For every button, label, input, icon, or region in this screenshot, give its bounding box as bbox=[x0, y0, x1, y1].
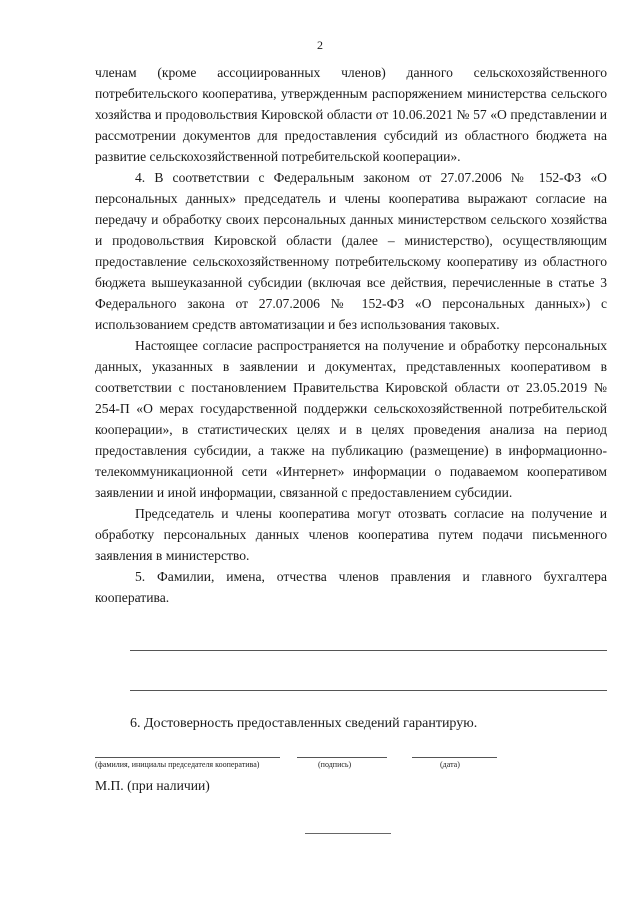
paragraph-consent-scope: Настоящее согласие распространяется на получение и обработку персональных данных, указанных в заявлении и документах, представленных кооперативом в соответствии с постановлением Правительства Кировской области от 23.05.2019 № 254-П «О мерах государственной поддержки сельскохозяйственной потребительской кооперации», в статистических целях и в целях проведения анализа на период предоставления субсидии, а также на публикацию (размещение) в информационно-телекоммуникационной сети «Интернет» информации о подаваемом кооперативом заявлении и иной информации, связанной с предоставлением субсидии. bbox=[95, 338, 607, 500]
signature-caption: (подпись) bbox=[318, 760, 352, 769]
signature-block bbox=[0, 757, 640, 777]
signature-line bbox=[297, 757, 387, 758]
paragraph-consent-withdrawal: Председатель и члены кооператива могут отозвать согласие на получение и обработку персональных данных членов кооператива путем подачи письменного заявления в министерство. bbox=[95, 506, 607, 563]
name-caption: (фамилия, инициалы председателя кооператива) bbox=[95, 760, 260, 769]
paragraph-item-6: 6. Достоверность предоставленных сведений гарантирую. bbox=[130, 716, 478, 731]
paragraph-item-5: 5. Фамилии, имена, отчества членов правления и главного бухгалтера кооператива. bbox=[95, 569, 607, 605]
date-line bbox=[412, 757, 497, 758]
end-divider bbox=[305, 833, 391, 834]
page-number: 2 bbox=[317, 38, 323, 52]
paragraph-item-4: 4. В соответствии с Федеральным законом от 27.07.2006 № 152-ФЗ «О персональных данных» председатель и члены кооператива выражают согласие на передачу и обработку своих персональных данных министерством сельского хозяйства и продовольствия Кировской области (далее – министерство), осуществляющим предоставление сельскохозяйственному потребительскому кооперативу из областного бюджета вышеуказанной субсидии (включая все действия, перечисленные в статье 3 Федерального закона от 27.07.2006 № 152-ФЗ «О персональных данных») с использованием средств автоматизации и без использования таковых. bbox=[95, 170, 607, 332]
fill-in-line bbox=[130, 650, 607, 651]
paragraph-continuation: членам (кроме ассоциированных членов) данного сельскохозяйственного потребительского кооператива, утвержденным распоряжением министерства сельского хозяйства и продовольствия Кировской области от 10.06.2021 № 57 «О представлении и рассмотрении документов для предоставления субсидий из областного бюджета на развитие сельскохозяйственной потребительской кооперации». bbox=[95, 65, 607, 164]
fill-in-line bbox=[130, 690, 607, 691]
date-caption: (дата) bbox=[440, 760, 460, 769]
stamp-note: М.П. (при наличии) bbox=[95, 778, 210, 793]
document-body bbox=[95, 62, 607, 608]
name-line bbox=[95, 757, 280, 758]
